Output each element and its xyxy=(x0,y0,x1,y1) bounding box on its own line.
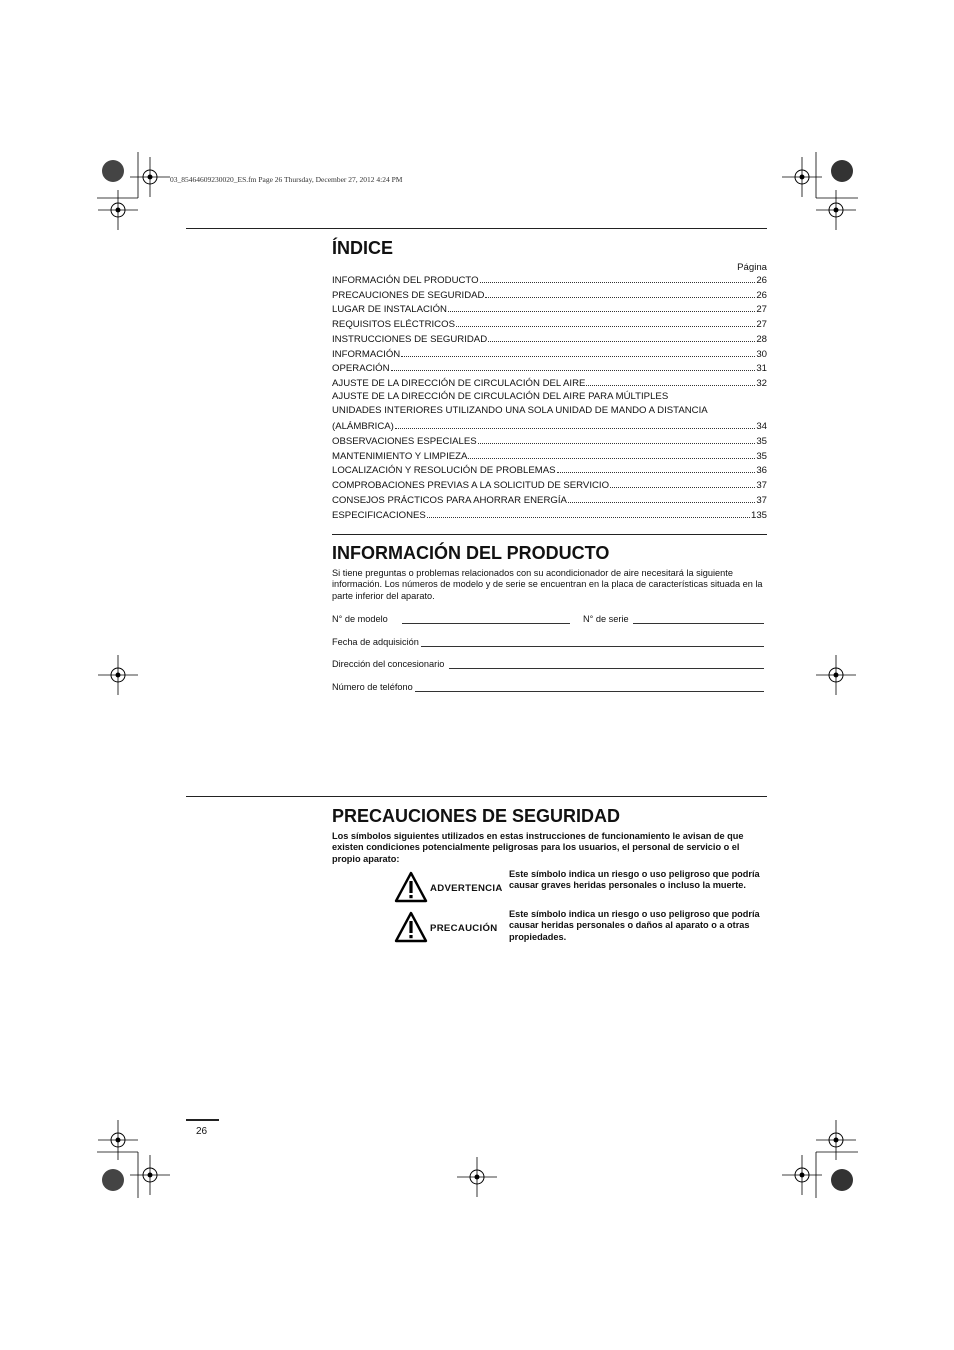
toc-entry-page: 32 xyxy=(756,377,767,389)
toc-entry[interactable] xyxy=(332,433,767,447)
warning-triangle-icon xyxy=(394,871,428,903)
producto-text: Si tiene preguntas o problemas relacionados con su acondicionador de aire necesitará la siguiente información. Los números de modelo y de serie se encuentran en la placa de características situada en la parte inferior del aparato. xyxy=(332,568,763,601)
toc-entry-page: 37 xyxy=(756,494,767,506)
warning-label: ADVERTENCIA xyxy=(430,883,503,894)
toc-leader xyxy=(427,517,750,518)
toc-leader xyxy=(395,428,755,429)
toc-entry-title: INFORMACIÓN xyxy=(332,348,401,360)
page-number: 26 xyxy=(196,1126,208,1137)
section-rule-producto xyxy=(332,534,767,535)
toc-entry[interactable] xyxy=(332,360,767,374)
toc-entry-page: 26 xyxy=(756,275,767,286)
toc-entry-page: 28 xyxy=(756,333,767,345)
toc-entry[interactable] xyxy=(332,287,767,301)
seguridad-title: PRECAUCIONES DE SEGURIDAD xyxy=(332,806,621,826)
seguridad-intro: Los símbolos siguientes utilizados en estas instrucciones de funcionamiento le avisan de que existen condiciones potencialmente peligrosas para los usuarios, el personal de servicio o el propio aparato: xyxy=(332,831,744,864)
warning-text: Este símbolo indica un riesgo o uso peligroso que podría causar graves heridas personales o incluso la muerte. xyxy=(509,869,760,891)
caution-label: PRECAUCIÓN xyxy=(430,923,498,934)
file-header: 03_85464609230020_ES.fm Page 26 Thursday, December 27, 2012 4:24 PM xyxy=(170,175,403,184)
toc-entry-title: LUGAR DE INSTALACIÓN xyxy=(332,304,447,316)
toc-entry-title: INSTRUCCIONES DE SEGURIDAD xyxy=(332,333,488,345)
toc-entry[interactable] xyxy=(332,272,767,286)
toc-leader xyxy=(401,356,755,357)
toc-entry-page: 30 xyxy=(756,348,767,360)
toc-entry-title: AJUSTE DE LA DIRECCIÓN DE CIRCULACIÓN DEL AIRE xyxy=(332,377,586,389)
toc-entry-title: OPERACIÓN xyxy=(332,363,390,375)
caution-text: Este símbolo indica un riesgo o uso peligroso que podría causar heridas personales o daños al aparato o a otras propiedades. xyxy=(509,909,760,942)
toc-entry-page: 26 xyxy=(756,289,767,301)
toc-entry-page: 37 xyxy=(756,480,767,492)
toc-entry[interactable] xyxy=(332,316,767,330)
phone-label: Número de teléfono xyxy=(332,682,413,692)
toc-entry[interactable] xyxy=(332,301,767,315)
toc-entry-title: CONSEJOS PRÁCTICOS PARA AHORRAR ENERGÍA xyxy=(332,494,567,506)
serial-field[interactable] xyxy=(583,613,764,624)
toc-entry-page: 31 xyxy=(756,363,767,375)
toc-entry-page: 27 xyxy=(756,304,767,316)
toc-entry[interactable] xyxy=(332,418,767,432)
toc-entry-title: INFORMACIÓN DEL PRODUCTO xyxy=(332,275,479,286)
dealer-field[interactable] xyxy=(332,658,764,669)
toc-entry-title: ESPECIFICACIONES xyxy=(332,509,426,521)
toc-entry-page: 34 xyxy=(756,421,767,432)
date-field[interactable] xyxy=(332,636,764,647)
toc-entry-title: OBSERVACIONES ESPECIALES xyxy=(332,436,477,447)
top-rule xyxy=(186,228,767,229)
toc-leader xyxy=(557,472,756,473)
toc-entry-title: LOCALIZACIÓN Y RESOLUCIÓN DE PROBLEMAS xyxy=(332,465,556,477)
toc-entry-page: 27 xyxy=(756,319,767,331)
producto-title: INFORMACIÓN DEL PRODUCTO xyxy=(332,543,610,563)
toc-leader xyxy=(610,487,755,488)
toc-leader xyxy=(480,282,756,283)
star-target-tl xyxy=(102,160,124,182)
toc-entry[interactable] xyxy=(332,331,767,345)
toc-entry-title: (ALÁMBRICA) xyxy=(332,421,394,432)
caution-triangle-icon xyxy=(394,911,428,943)
toc-entry[interactable] xyxy=(332,375,767,389)
toc-entry[interactable] xyxy=(332,346,767,360)
toc-leader xyxy=(485,297,755,298)
toc-leader xyxy=(568,502,755,503)
phone-field[interactable] xyxy=(332,681,764,692)
toc-entry-title: MANTENIMIENTO Y LIMPIEZA xyxy=(332,450,468,462)
toc-entry[interactable] xyxy=(332,448,767,462)
toc-leader xyxy=(468,458,755,459)
toc-entry-title: COMPROBACIONES PREVIAS A LA SOLICITUD DE SERVICIO xyxy=(332,480,610,492)
indice-title: ÍNDICE xyxy=(332,238,394,258)
toc-leader xyxy=(478,443,756,444)
toc-entry[interactable] xyxy=(332,462,767,476)
toc-entry-page: 35 xyxy=(756,450,767,462)
section-rule-seguridad xyxy=(186,796,767,797)
toc-leader xyxy=(488,341,755,342)
page-number-rule xyxy=(186,1119,219,1121)
serial-label: N° de serie xyxy=(583,614,629,624)
toc-multi-line-1: AJUSTE DE LA DIRECCIÓN DE CIRCULACIÓN DEL AIRE PARA MÚLTIPLES xyxy=(332,391,669,402)
toc-leader xyxy=(391,370,756,371)
toc-entry-page: 36 xyxy=(756,465,767,477)
date-label: Fecha de adquisición xyxy=(332,637,419,647)
toc-entry-title: PRECAUCIONES DE SEGURIDAD xyxy=(332,289,485,301)
page-column-label: Página xyxy=(737,262,767,273)
toc-entry[interactable] xyxy=(332,507,767,521)
toc-leader xyxy=(448,311,755,312)
dealer-label: Dirección del concesionario xyxy=(332,659,445,669)
toc-multi-line-2: UNIDADES INTERIORES UTILIZANDO UNA SOLA UNIDAD DE MANDO A DISTANCIA xyxy=(332,405,708,416)
toc-leader xyxy=(456,326,755,327)
model-label: N° de modelo xyxy=(332,614,388,624)
model-field[interactable] xyxy=(332,613,570,624)
toc-entry-page: 135 xyxy=(750,509,767,521)
toc-entry[interactable] xyxy=(332,492,767,506)
toc-entry-page: 35 xyxy=(756,436,767,447)
toc-leader xyxy=(586,385,755,386)
toc-entry-title: REQUISITOS ELÉCTRICOS xyxy=(332,319,455,331)
toc-entry[interactable] xyxy=(332,477,767,491)
